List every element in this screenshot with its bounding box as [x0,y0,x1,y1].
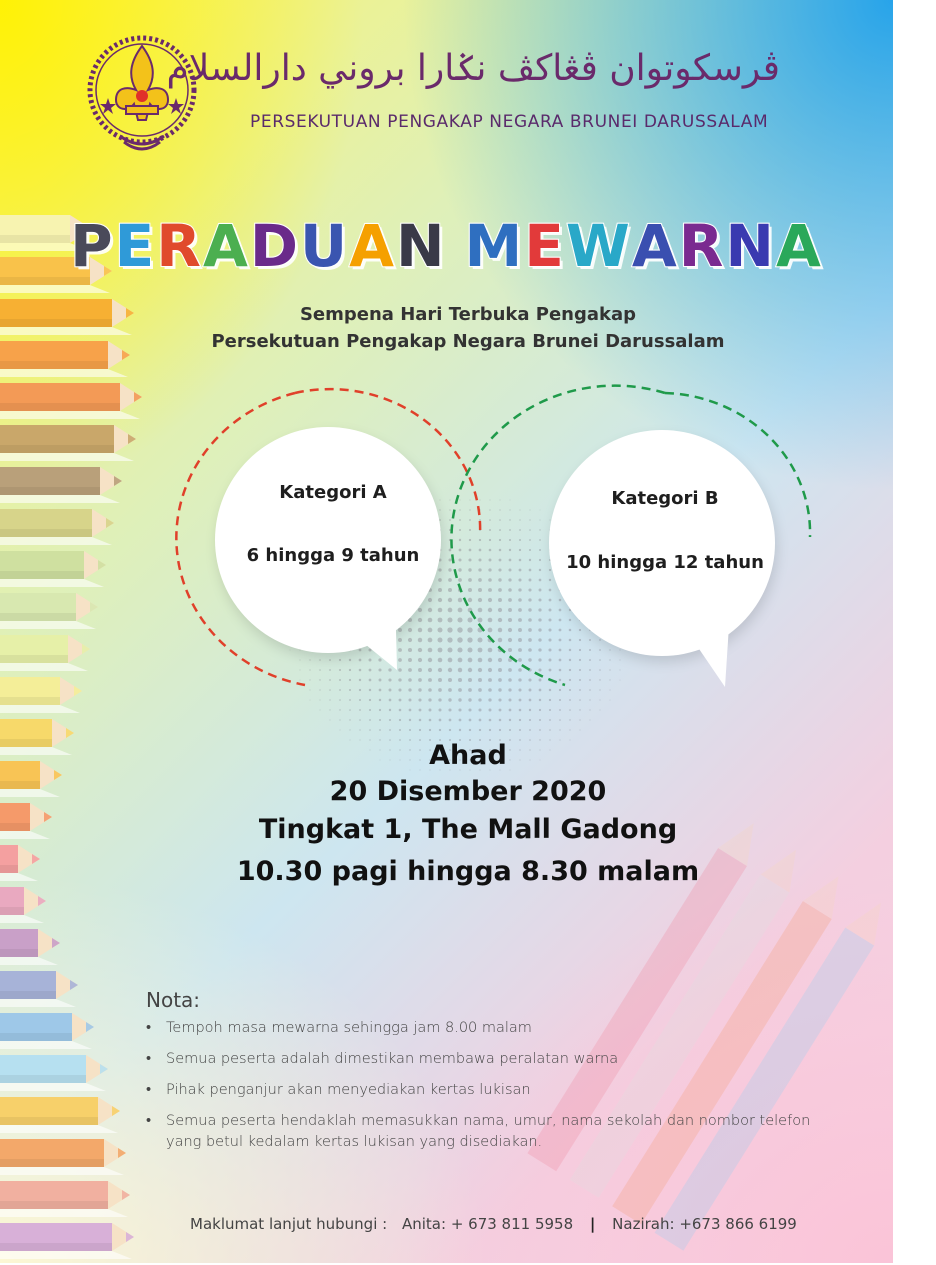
title-letter: W [565,212,632,280]
title-letter: A [775,212,823,280]
title-letter: M [464,212,525,280]
title-letter: E [524,212,566,280]
pencil [0,1055,108,1091]
title-letter: R [678,212,726,280]
category-a-label: Kategori A [279,482,387,503]
note-item: • Tempoh masa mewarna sehingga jam 8.00 malam [146,1018,846,1039]
title-letter: U [299,212,350,280]
notes-list [146,1018,846,1163]
event-date: 20 Disember 2020 [329,776,607,807]
org-name-arabic: ڤرسكوتوان ڤڠاكڤ نݢارا بروني دارالسلام [166,48,780,89]
page-title [0,212,893,280]
pencil [0,1223,134,1259]
title-space [447,212,465,280]
pencil [0,887,46,923]
pencil [0,467,122,503]
colored-pencils-icon [0,205,160,1265]
pencil [0,1181,130,1217]
pencil [0,1139,126,1175]
title-letter: R [156,212,203,280]
pencil [0,929,60,965]
title-letter: N [395,212,447,280]
title-letter: D [249,212,300,280]
pencil [0,383,142,419]
contact-separator: | [589,1215,596,1233]
pencil [0,509,114,545]
title-letter: A [349,212,396,280]
pencil [0,677,82,713]
note-item: • Semua peserta adalah dimestikan membawa peralatan warna [146,1049,846,1070]
title-letter: N [725,212,776,280]
notes-title: Nota: [146,988,201,1012]
event-time: 10.30 pagi hingga 8.30 malam [236,856,700,887]
title-letter: P [70,212,115,280]
category-a-age: 6 hingga 9 tahun [246,545,420,566]
event-venue: Tingkat 1, The Mall Gadong [258,814,678,845]
note-item: • Semua peserta hendaklah memasukkan nama, umur, nama sekolah dan nombor telefon yang betul kedalam kertas lukisan yang disediakan. [146,1111,846,1153]
pencil [0,635,90,671]
pencil [0,593,98,629]
category-b-label: Kategori B [611,488,719,509]
title-letter: A [202,212,250,280]
subtitle-line-2: Persekutuan Pengakap Negara Brunei Darussalam [211,331,725,352]
org-name: PERSEKUTUAN PENGAKAP NEGARA BRUNEI DARUSSALAM [250,112,769,132]
pencil [0,1097,120,1133]
title-letter: E [114,212,157,280]
subtitle-line-1: Sempena Hari Terbuka Pengakap [299,304,637,325]
category-b-age: 10 hingga 12 tahun [566,552,764,573]
pencil [0,425,136,461]
contact-label: Maklumat lanjut hubungi : [190,1215,388,1233]
contact-info [190,1215,797,1233]
pencil [0,551,106,587]
title-letter: A [631,212,679,280]
pencil [0,1013,94,1049]
event-day: Ahad [429,740,507,771]
note-item: • Pihak penganjur akan menyediakan kertas lukisan [146,1080,846,1101]
pencil [0,971,78,1007]
contact-person-2: Nazirah: +673 866 6199 [612,1215,797,1233]
contact-person-1: Anita: + 673 811 5958 [401,1215,574,1233]
